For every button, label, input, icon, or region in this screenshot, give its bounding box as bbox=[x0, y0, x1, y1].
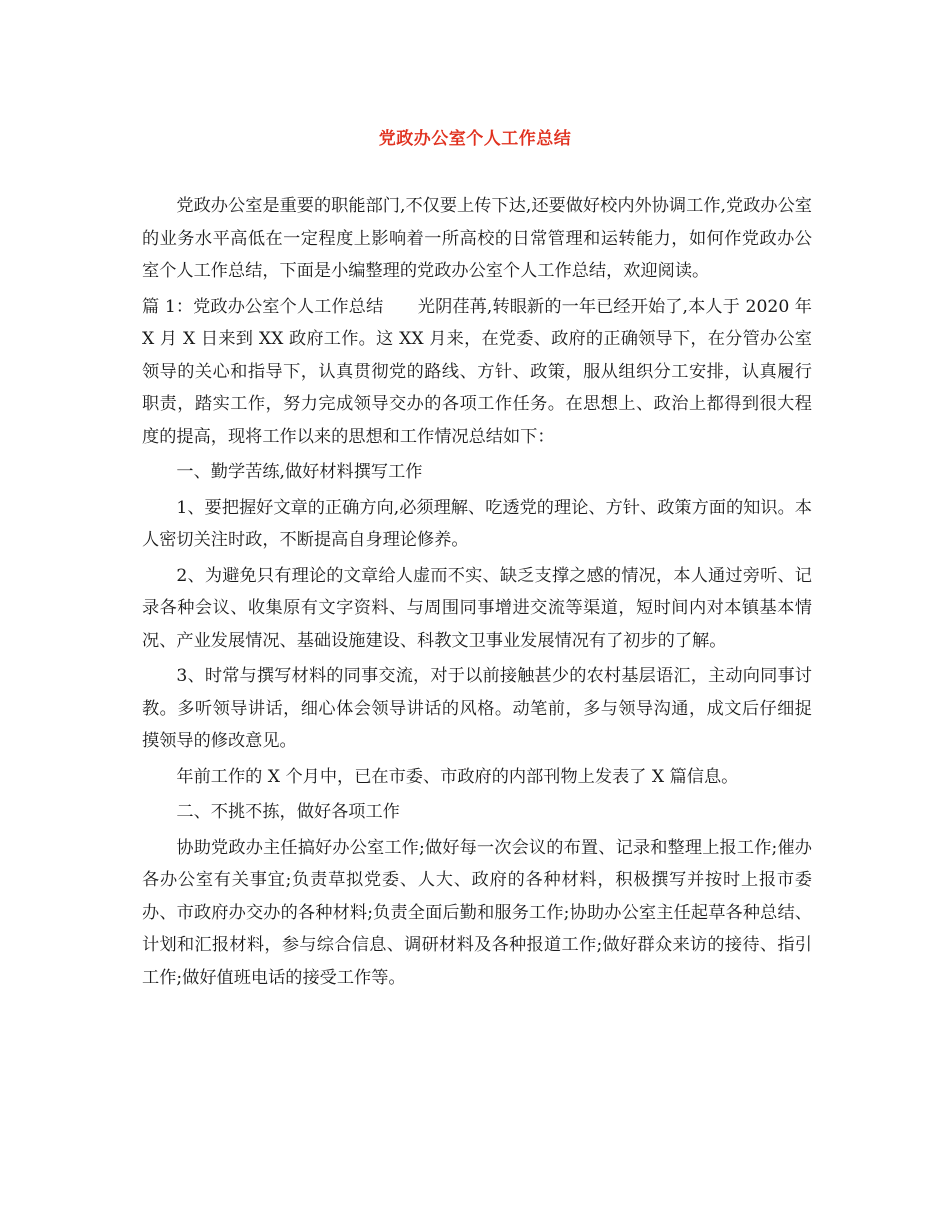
document-title: 党政办公室个人工作总结 bbox=[378, 129, 572, 149]
list-item-2: 2、为避免只有理论的文章给人虚而不实、缺乏支撑之感的情况，本人通过旁听、记录各种会议、收集原有文字资料、与周围同事增进交流等渠道，短时间内对本镇基本情况、产业发展情况、基础设施建设、科教文卫事业发展情况有了初步的了解。 bbox=[142, 565, 812, 651]
article-1-paragraph: 篇 1：党政办公室个人工作总结 光阴荏苒,转眼新的一年已经开始了,本人于 2020 年 X 月 X 日来到 XX 政府工作。这 XX 月来，在党委、政府的正确领导下，在分管办公室领导的关心和指导下，认真贯彻党的路线、方针、政策，服从组织分工安排，认真履行职责，踏实工作，努力完成领导交办的各项工作任务。在思想上、政治上都得到很大程度的提高，现将工作以来的思想和工作情况总结如下： bbox=[142, 296, 812, 447]
document-body bbox=[142, 190, 812, 994]
list-item-1: 1、要把握好文章的正确方向,必须理解、吃透党的理论、方针、政策方面的知识。本人密切关注时政，不断提高自身理论修养。 bbox=[142, 497, 812, 550]
list-item-3: 3、时常与撰写材料的同事交流，对于以前接触甚少的农村基层语汇，主动向同事讨教。多听领导讲话，细心体会领导讲话的风格。动笔前，多与领导沟通，成文后仔细捉摸领导的修改意见。 bbox=[142, 666, 812, 751]
section-heading-1: 一、勤学苦练,做好材料撰写工作 bbox=[176, 462, 423, 482]
intro-paragraph: 党政办公室是重要的职能部门,不仅要上传下达,还要做好校内外协调工作,党政办公室的业务水平高低在一定程度上影响着一所高校的日常管理和运转能力，如何作党政办公室个人工作总结，下面是小编整理的党政办公室个人工作总结，欢迎阅读。 bbox=[142, 196, 812, 281]
duties-paragraph: 协助党政办主任搞好办公室工作;做好每一次会议的布置、记录和整理上报工作;催办各办公室有关事宜;负责草拟党委、人大、政府的各种材料，积极撰写并按时上报市委办、市政府办交办的各种材料;负责全面后勤和服务工作;协助办公室主任起草各种总结、计划和汇报材料，参与综合信息、调研材料及各种报道工作;做好群众来访的接待、指引工作;做好值班电话的接受工作等。 bbox=[142, 837, 812, 988]
section-heading-2: 二、不挑不拣，做好各项工作 bbox=[176, 802, 400, 822]
summary-paragraph: 年前工作的 X 个月中，已在市委、市政府的内部刊物上发表了 X 篇信息。 bbox=[176, 766, 739, 787]
